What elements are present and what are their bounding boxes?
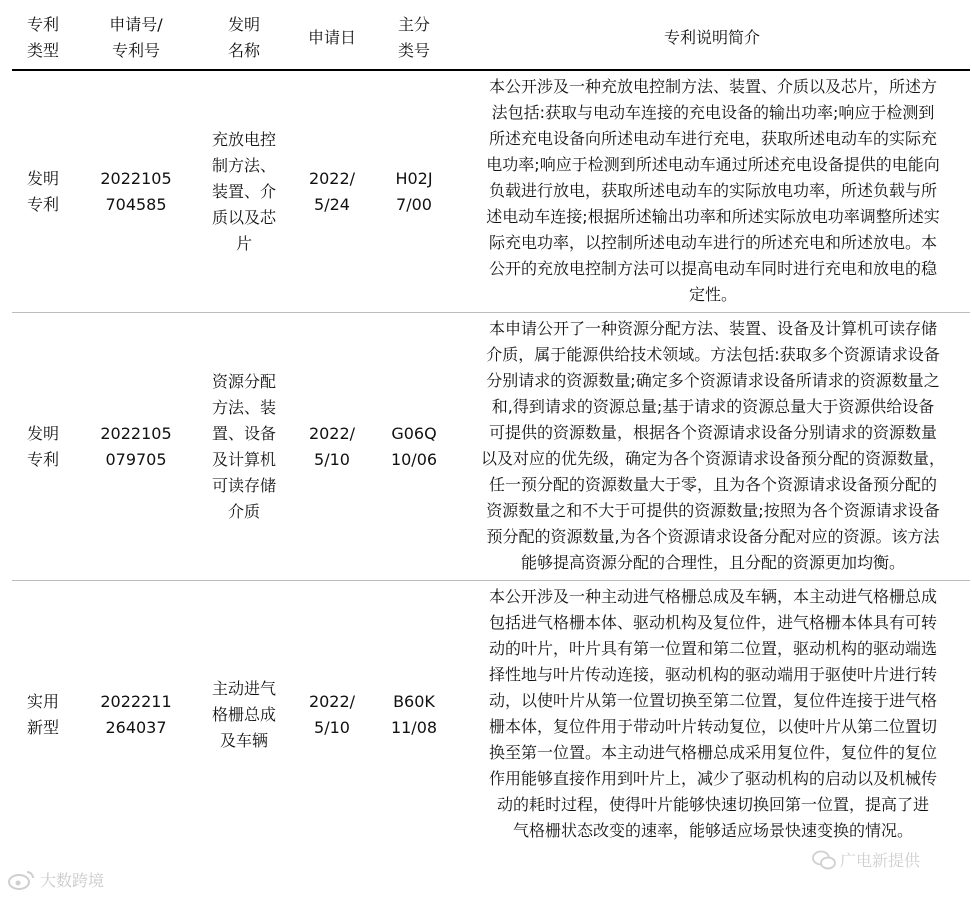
cell-patent-type-line: 新型 <box>26 717 59 737</box>
cell-application-date <box>290 313 374 581</box>
cell-application-date-line: 5/10 <box>314 717 350 737</box>
cell-description-line: 述电动车连接;根据所述输出功率和所述实际放电功率调整所述实 <box>486 207 940 226</box>
cell-description-line: 公开的充放电控制方法可以提高电动车同时进行充电和放电的稳 <box>488 259 937 278</box>
cell-patent-type <box>12 70 74 313</box>
cell-description <box>454 70 970 313</box>
cell-invention-name-line: 及计算机 <box>211 449 276 469</box>
cell-application-date-line: 5/24 <box>314 194 350 214</box>
patent-table <box>12 6 970 848</box>
header-description: 专利说明简介 <box>454 6 970 70</box>
cell-description <box>454 581 970 849</box>
cell-main-classification-line: B60K <box>393 691 435 711</box>
cell-invention-name-line: 方法、装 <box>211 397 276 417</box>
header-main-classification: 主分 类号 <box>374 6 454 70</box>
cell-invention-name-line: 制方法、 <box>211 155 276 175</box>
cell-description-line: 际充电功率，以控制所述电动车进行的所述充电和所述放电。本 <box>488 233 937 252</box>
cell-main-classification <box>374 70 454 313</box>
table-row <box>12 313 970 581</box>
header-invention-name: 发明 名称 <box>198 6 290 70</box>
cell-patent-type-line: 实用 <box>26 691 59 711</box>
cell-main-classification <box>374 313 454 581</box>
cell-description <box>454 313 970 581</box>
cell-description-line: 择性地与叶片传动连接，驱动机构的驱动端用于驱使叶片进行转 <box>488 665 937 684</box>
cell-invention-name-line: 主动进气 <box>211 678 276 698</box>
cell-application-date-line: 2022/ <box>308 168 356 188</box>
cell-description-line: 动的叶片，叶片具有第一位置和第二位置，驱动机构的驱动端选 <box>488 639 937 658</box>
cell-application-date-line: 2022/ <box>308 691 356 711</box>
cell-application-date-line: 2022/ <box>308 423 356 443</box>
cell-description-line: 本申请公开了一种资源分配方法、装置、设备及计算机可读存储 <box>488 319 937 338</box>
cell-application-date-line: 5/10 <box>314 449 350 469</box>
cell-application-number-line: 079705 <box>105 449 167 469</box>
cell-description-line: 法包括:获取与电动车连接的充电设备的输出功率;响应于检测到 <box>491 103 935 122</box>
cell-application-number <box>74 581 198 849</box>
cell-main-classification-line: G06Q <box>391 423 437 443</box>
cell-description-line: 介质，属于能源供给技术领域。方法包括:获取多个资源请求设备 <box>486 345 940 364</box>
wechat-logo-icon <box>812 850 836 870</box>
cell-main-classification <box>374 581 454 849</box>
watermark-right <box>812 848 920 871</box>
cell-main-classification-line: 10/06 <box>390 449 438 469</box>
cell-invention-name <box>198 581 290 849</box>
cell-description-line: 和,得到请求的资源总量;基于请求的资源总量大于资源供给设备 <box>491 397 935 416</box>
watermark-left-text: 大数跨境 <box>40 871 105 890</box>
cell-application-number-line: 2022211 <box>100 691 172 711</box>
cell-patent-type-line: 发明 <box>26 168 59 188</box>
cell-description-line: 动，以使叶片从第一位置切换至第二位置，复位件连接于进气格 <box>488 691 937 710</box>
cell-description-line: 预分配的资源数量,为各个资源请求设备分配对应的资源。该方法 <box>486 527 940 546</box>
cell-main-classification-line: H02J <box>395 168 433 188</box>
cell-patent-type-line: 发明 <box>26 423 59 443</box>
cell-invention-name-line: 质以及芯 <box>211 207 276 227</box>
cell-application-date <box>290 70 374 313</box>
cell-patent-type-line: 专利 <box>26 194 59 214</box>
cell-patent-type-line: 专利 <box>26 449 59 469</box>
cell-main-classification-line: 7/00 <box>396 194 432 214</box>
cell-application-number-line: 704585 <box>105 194 167 214</box>
cell-description-line: 所述充电设备向所述电动车进行充电，获取所述电动车的实际充 <box>488 129 937 148</box>
header-patent-type: 专利 类型 <box>12 6 74 70</box>
cell-patent-type <box>12 581 74 849</box>
cell-description-line: 换至第一位置。本主动进气格栅总成采用复位件，复位件的复位 <box>488 743 937 762</box>
cell-invention-name-line: 充放电控 <box>211 129 276 149</box>
cell-description-line: 可提供的资源数量，根据各个资源请求设备分别请求的资源数量 <box>488 423 937 442</box>
cell-description-line: 负载进行放电，获取所述电动车的实际放电功率，所述负载与所 <box>488 181 937 200</box>
cell-description-line: 栅本体，复位件用于带动叶片转动复位，以使叶片从第二位置切 <box>488 717 937 736</box>
cell-description-line: 本公开涉及一种充放电控制方法、装置、介质以及芯片，所述方 <box>488 77 937 96</box>
cell-invention-name-line: 可读存储 <box>211 475 276 495</box>
table-row <box>12 581 970 849</box>
cell-application-number-line: 264037 <box>105 717 167 737</box>
cell-invention-name-line: 及车辆 <box>219 730 268 750</box>
cell-description-line: 定性。 <box>688 285 737 304</box>
cell-description-line: 以及对应的优先级，确定为各个资源请求设备预分配的资源数量， <box>480 449 945 468</box>
table-row <box>12 70 970 313</box>
cell-description-line: 动的耗时过程，使得叶片能够快速切换回第一位置，提高了进 <box>496 795 929 814</box>
cell-description-line: 能够提高资源分配的合理性，且分配的资源更加均衡。 <box>520 553 905 572</box>
cell-invention-name-line: 格栅总成 <box>211 704 276 724</box>
cell-invention-name <box>198 70 290 313</box>
header-application-number: 申请号/ 专利号 <box>74 6 198 70</box>
cell-description-line: 本公开涉及一种主动进气格栅总成及车辆，本主动进气格栅总成 <box>488 587 937 606</box>
weibo-logo-icon <box>6 869 36 891</box>
cell-main-classification-line: 11/08 <box>390 717 438 737</box>
cell-patent-type <box>12 313 74 581</box>
cell-invention-name-line: 片 <box>235 233 252 253</box>
watermark-right-text: 广电新提供 <box>840 851 921 870</box>
cell-invention-name-line: 介质 <box>227 501 260 521</box>
cell-invention-name <box>198 313 290 581</box>
cell-application-number-line: 2022105 <box>100 168 172 188</box>
header-row <box>12 6 970 70</box>
cell-application-number-line: 2022105 <box>100 423 172 443</box>
cell-application-date <box>290 581 374 849</box>
cell-description-line: 作用能够直接作用到叶片上，减少了驱动机构的启动以及机械传 <box>488 769 937 788</box>
watermark-left <box>6 868 104 891</box>
cell-description-line: 包括进气格栅本体、驱动机构及复位件，进气格栅本体具有可转 <box>488 613 937 632</box>
cell-description-line: 电功率;响应于检测到所述电动车通过所述充电设备提供的电能向 <box>486 155 940 174</box>
cell-invention-name-line: 装置、介 <box>211 181 276 201</box>
cell-description-line: 资源数量之和不大于可提供的资源数量;按照为各个资源请求设备 <box>486 501 940 520</box>
cell-description-line: 任一预分配的资源数量大于零，且为各个资源请求设备预分配的 <box>488 475 937 494</box>
cell-description-line: 分别请求的资源数量;确定多个资源请求设备所请求的资源数量之 <box>486 371 940 390</box>
cell-invention-name-line: 置、设备 <box>211 423 276 443</box>
cell-invention-name-line: 资源分配 <box>211 371 276 391</box>
cell-application-number <box>74 70 198 313</box>
cell-application-number <box>74 313 198 581</box>
cell-description-line: 气格栅状态改变的速率，能够适应场景快速变换的情况。 <box>512 821 913 840</box>
header-application-date: 申请日 <box>290 6 374 70</box>
